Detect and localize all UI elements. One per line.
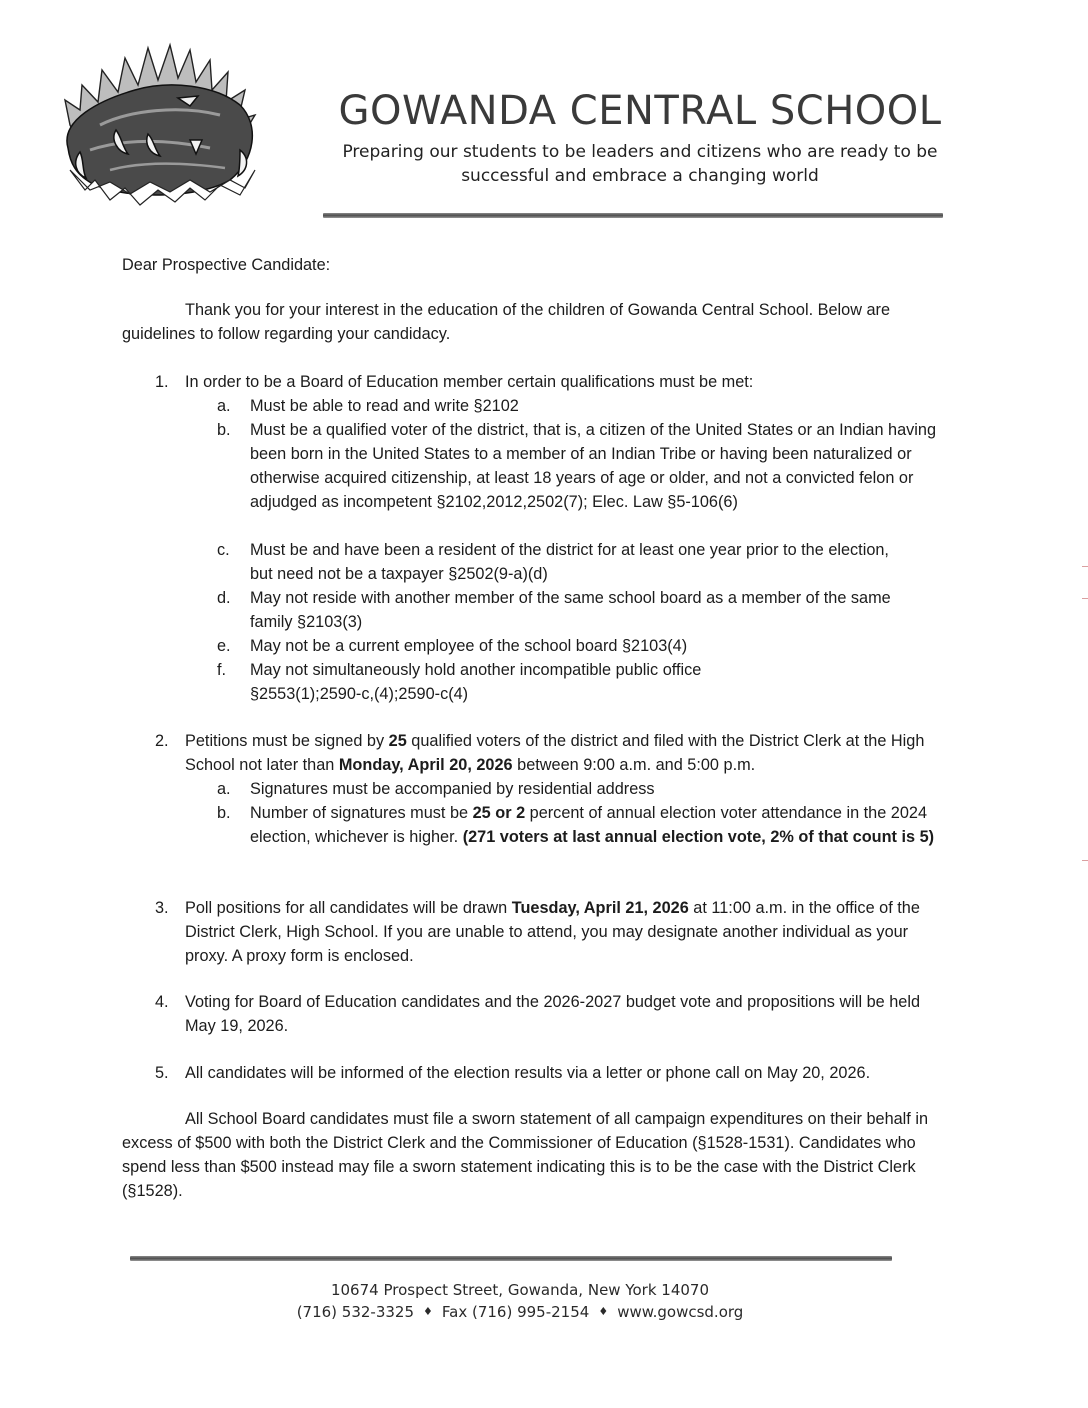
scan-edge-mark [1082,566,1088,567]
petition-requirement-a [217,777,957,801]
item-number: 1. [155,373,169,391]
guideline-item-4 [155,990,955,1038]
petition-deadline: Monday, April 20, 2026 [338,756,513,774]
guideline-item-5 [155,1061,965,1085]
qualification-f [217,658,787,706]
diamond-bullet-icon: ♦ [598,1305,609,1318]
footer-address: 10674 Prospect Street, Gowanda, New York 14070 [330,1281,710,1299]
text-segment: between 9:00 a.m. and 5:00 p.m. [512,756,756,774]
school-name: GOWANDA CENTRAL SCHOOL [338,88,942,134]
signature-threshold: 25 or 2 [472,804,526,822]
tagline-line-1: Preparing our students to be leaders and citizens who are ready to be [342,142,938,162]
text-segment: at 11:00 a.m. in the office of the District Clerk, High School. If you are unable to attend, you may designate another individual as your proxy. A proxy form is enclosed. [185,899,920,965]
item-number: 2. [155,732,169,750]
closing-paragraph: All School Board candidates must file a sworn statement of all campaign expenditures on their behalf in excess of $500 with both the District Clerk and the Commissioner of Education (§1528-1531). Candidates who spend less than $500 instead may file a sworn statement indicating this is to be the case with the District Clerk (§1528). [122,1110,929,1200]
text-segment: Poll positions for all candidates will be drawn [185,899,512,917]
item-number: 4. [155,993,169,1011]
signature-count: 25 [388,732,407,750]
school-tagline [330,140,950,188]
sub-text: Must be and have been a resident of the district for at least one year prior to the election, but need not be a taxpayer §2502(9-a)(d) [250,541,889,583]
footer-contact [120,1303,920,1321]
item-text: Voting for Board of Education candidates and the 2026-2027 budget vote and propositions will be held May 19, 2026. [185,993,920,1035]
sub-letter: b. [217,804,231,822]
sub-text: May not be a current employee of the school board §2103(4) [250,637,688,655]
sub-text: Must be able to read and write §2102 [250,397,519,415]
sub-text: Must be a qualified voter of the district, that is, a citizen of the United States or an Indian having been born in the United States to a member of an Indian Tribe or having been naturalized or otherwise acquired citizenship, at least 18 years of age or older, and not a convicted felon or adjudged as incompetent §2102,2012,2502(7); Elec. Law §5-106(6) [250,421,937,511]
poll-drawing-date: Tuesday, April 21, 2026 [511,899,689,917]
sub-letter: a. [217,397,231,415]
text-segment: percent of annual election voter attendance in the 2024 election, whichever is higher. [250,804,928,846]
diamond-bullet-icon: ♦ [423,1305,433,1318]
sub-letter: e. [217,637,231,655]
header-divider [323,213,943,218]
footer-phone: (716) 532-3325 [296,1303,415,1321]
qualification-e [217,634,957,658]
petition-requirement-b [217,801,952,849]
voter-count-note: (271 voters at last annual election vote, 2% of that count is 5) [462,828,935,846]
qualification-b [217,418,952,514]
qualification-d [217,586,937,634]
item-number: 5. [155,1064,169,1082]
sub-text: May not reside with another member of the same school board as a member of the same family §2103(3) [250,589,891,631]
item-number: 3. [155,899,169,917]
item-text [185,729,955,777]
item-text: All candidates will be informed of the election results via a letter or phone call on May 20, 2026. [185,1064,871,1082]
scan-edge-mark [1082,860,1088,861]
scan-edge-mark [1082,598,1088,599]
item-text [185,896,955,968]
text-segment: qualified voters of the district and filed with the District Clerk at the High School not later than [185,732,925,774]
item-text: In order to be a Board of Education member certain qualifications must be met: [185,373,754,391]
salutation: Dear Prospective Candidate: [122,256,331,274]
tagline-line-2: successful and embrace a changing world [461,166,819,186]
sub-text [250,801,952,849]
sub-letter: c. [217,541,230,559]
sub-letter: f. [217,661,227,679]
guideline-item-1 [155,370,955,394]
sub-letter: b. [217,421,231,439]
sub-letter: d. [217,589,231,607]
sub-letter: a. [217,780,231,798]
intro-paragraph: Thank you for your interest in the education of the children of Gowanda Central School. Below are guidelines to follow regarding your candidacy. [122,301,891,343]
footer-website: www.gowcsd.org [617,1303,744,1321]
guideline-item-2 [155,729,955,777]
qualification-a [217,394,957,418]
text-segment: Petitions must be signed by [185,732,389,750]
footer-divider [130,1256,892,1261]
guideline-item-3 [155,896,955,968]
qualification-c [217,538,907,586]
text-segment: Number of signatures must be [250,804,473,822]
panther-logo-icon [40,30,280,212]
sub-text: Signatures must be accompanied by residential address [250,780,655,798]
footer-fax: Fax (716) 995-2154 [441,1303,590,1321]
sub-text: May not simultaneously hold another incompatible public office §2553(1);2590-c,(4);2590-c(4) [250,661,702,703]
